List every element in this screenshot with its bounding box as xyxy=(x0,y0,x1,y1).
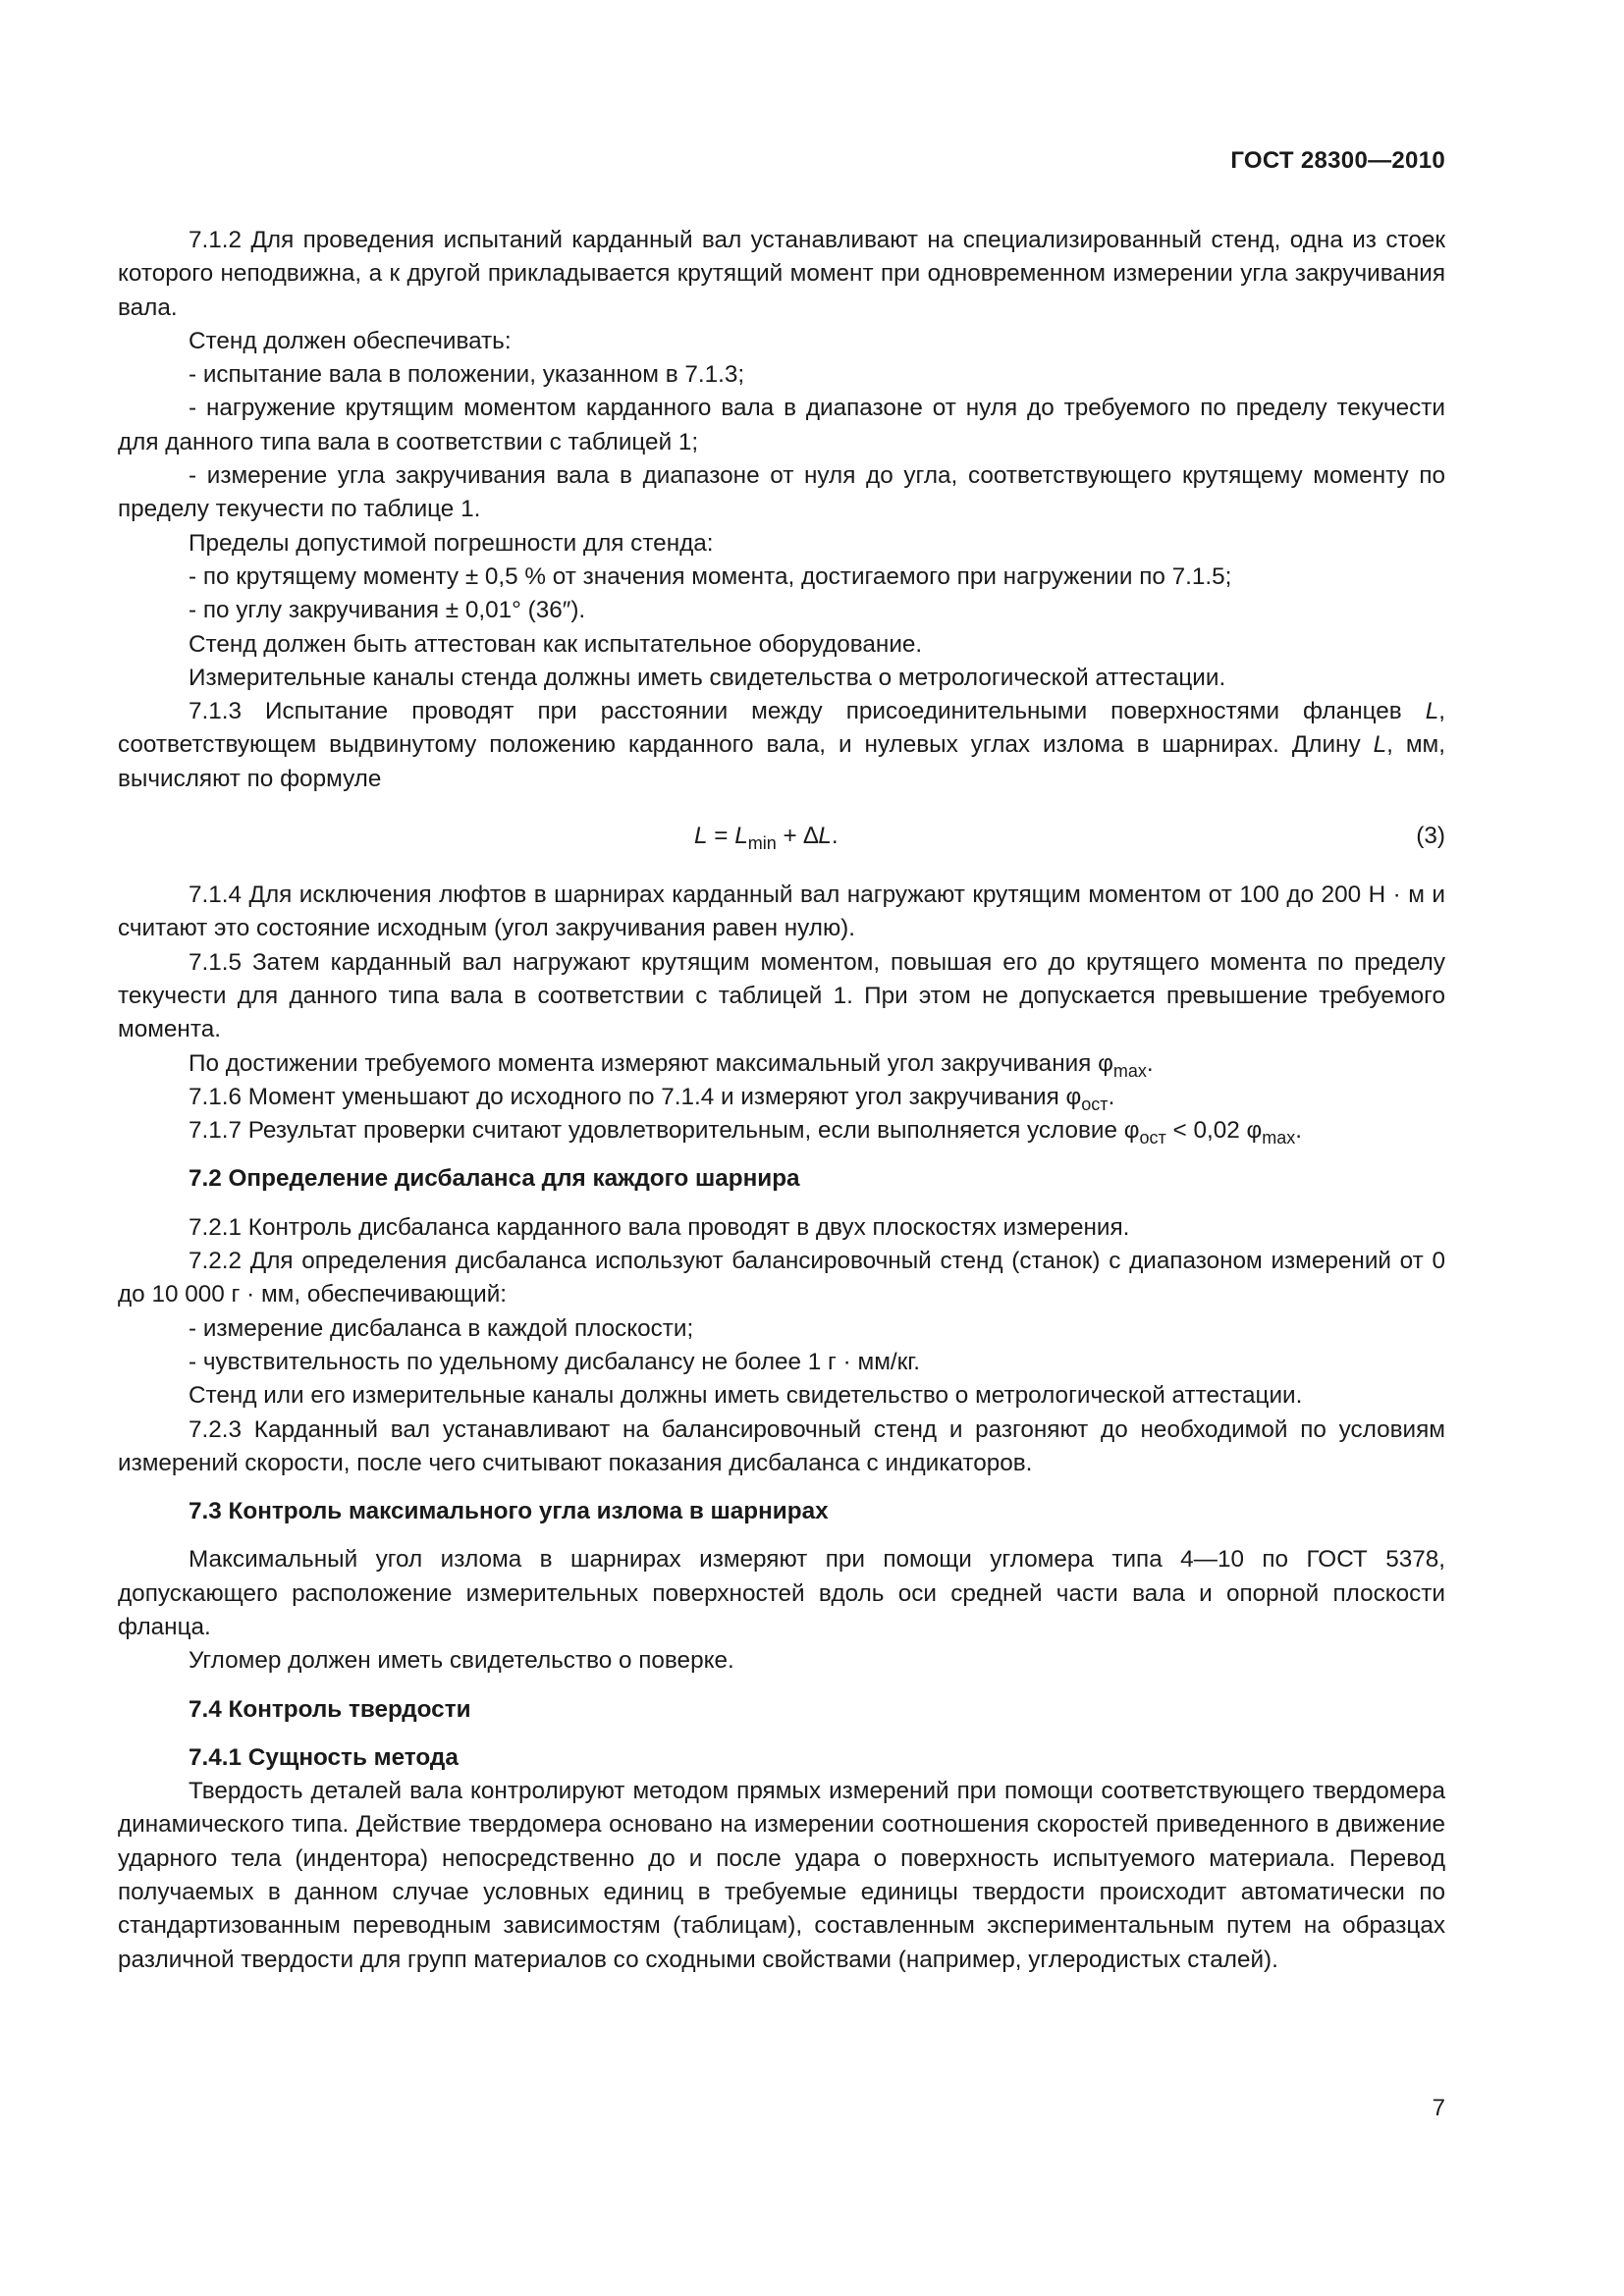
list-item: - по крутящему моменту ± 0,5 % от значения момента, достигаемого при нагружении по 7.1.5; xyxy=(189,562,1232,590)
paragraph-7-1-6: 7.1.6 Момент уменьшают до исходного по 7.1.4 и измеряют угол закручивания $\varphi_{ост}$. xyxy=(189,1083,1115,1114)
paragraph: Максимальный угол излома в шарнирах измеряют при помощи угломера типа 4—10 по ГОСТ 5378, допускающего расположение измерительных поверхностей вдоль оси средней части вала и опорной плоскости фланца. xyxy=(118,1546,1445,1640)
variable-L: L xyxy=(694,823,708,850)
paragraph-7-1-7: 7.1.7 Результат проверки считают удовлетворительным, если выполняется условие $\varphi_{ост} < 0,02$ $\varphi_{max}$. xyxy=(189,1117,1303,1148)
document-id: ГОСТ 28300—2010 xyxy=(1230,147,1445,174)
paragraph-7-1-5: 7.1.5 Затем карданный вал нагружают крутящим моментом, повышая его до крутящего момента по пределу текучести для данного типа вала в соответствии с таблицей 1. При этом не допускается превышение требуемого момента. xyxy=(118,948,1445,1043)
paragraph: Пределы допустимой погрешности для стенда: xyxy=(189,529,714,557)
equals-sign: = xyxy=(707,823,735,850)
text-run: 7.1.6 Момент уменьшают до исходного по 7.1.4 и измеряют угол закручивания φ xyxy=(189,1083,1082,1110)
variable-L: L xyxy=(818,823,832,850)
formula-3 xyxy=(118,820,1445,853)
paragraph: Твердость деталей вала контролируют методом прямых измерений при помощи соответствующего твердомера динамического типа. Действие твердомера основано на измерении соотношения скоростей приведенного в движение ударного тела (индентора) непосредственно до и после удара о поверхность испытуемого материала. Перевод получаемых в данном случае условных единиц в требуемые единицы твердости происходит автоматически по стандартизованным переводным зависимостям (таблицам), составленным экспериментальным путем на образцах различной твердости для групп материалов со сходными свойствами (например, углеродистых сталей). xyxy=(118,1778,1445,1973)
subscript: ост xyxy=(1139,1128,1166,1148)
list-item: - измерение угла закручивания вала в диапазоне от нуля до угла, соответствующего крутящему моменту по пределу текучести по таблице 1. xyxy=(118,462,1445,523)
variable-L: L xyxy=(1373,731,1387,759)
paragraph-7-1-3 xyxy=(118,695,1445,796)
paragraph: Стенд должен быть аттестован как испытательное оборудование. xyxy=(189,630,923,658)
formula-number: (3) xyxy=(1416,823,1445,850)
section-heading-7-3: 7.3 Контроль максимального угла излома в шарнирах xyxy=(189,1498,829,1525)
subscript: ост xyxy=(1081,1094,1109,1114)
list-item: - по углу закручивания ± 0,01° (36″). xyxy=(189,597,586,624)
paragraph-7-2-3: 7.2.3 Карданный вал устанавливают на балансировочный стенд и разгоняют до необходимой по условиям измерений скорости, после чего считывают показания дисбаланса с индикаторов. xyxy=(118,1415,1445,1476)
plus-delta: + ∆ xyxy=(776,823,819,850)
paragraph: Стенд или его измерительные каналы должны иметь свидетельство о метрологической аттестации. xyxy=(189,1382,1303,1410)
variable-L: L xyxy=(1425,698,1439,725)
paragraph: По достижении требуемого момента измеряют максимальный угол закручивания $\varphi_{max}$. xyxy=(189,1049,1154,1081)
paragraph: Измерительные каналы стенда должны иметь свидетельства о метрологической аттестации. xyxy=(189,664,1226,691)
paragraph-7-2-2: 7.2.2 Для определения дисбаланса используют балансировочный стенд (станок) с диапазоном измерений от 0 до 10 000 г · мм, обеспечивающий: xyxy=(118,1248,1445,1308)
paragraph: Стенд должен обеспечивать: xyxy=(189,327,512,354)
text-run: , мм, вычисляют по формуле xyxy=(118,731,1445,792)
paragraph-7-2-1: 7.2.1 Контроль дисбаланса карданного вала проводят в двух плоскостях измерения. xyxy=(189,1213,1130,1241)
text-run: 7.1.3 Испытание проводят при расстоянии между присоединительными поверхностями фланцев xyxy=(189,698,1426,725)
paragraph-7-1-2: 7.1.2 Для проведения испытаний карданный вал устанавливают на специализированный стенд, одна из стоек которого неподвижна, а к другой прикладывается крутящий момент при одновременном измерении угла закручивания вала. xyxy=(118,227,1445,321)
subscript: max xyxy=(1262,1128,1296,1148)
variable-L: L xyxy=(734,823,748,850)
text-run: , соответствующем выдвинутому положению карданного вала, и нулевых углах излома в шарнирах. Длину xyxy=(118,698,1445,759)
section-heading-7-4: 7.4 Контроль твердости xyxy=(189,1695,471,1723)
list-item: - нагружение крутящим моментом карданного вала в диапазоне от нуля до требуемого по пределу текучести для данного типа вала в соответствии с таблицей 1; xyxy=(118,395,1445,455)
page-number: 7 xyxy=(1432,2095,1445,2121)
period: . xyxy=(831,823,839,850)
section-heading-7-2: 7.2 Определение дисбаланса для каждого шарнира xyxy=(189,1165,800,1193)
text-run: По достижении требуемого момента измеряют максимальный угол закручивания φ xyxy=(189,1049,1113,1077)
formula-expression xyxy=(694,820,839,853)
text-run: < 0,02 φ xyxy=(1165,1117,1263,1145)
page-body xyxy=(118,224,1445,1977)
paragraph: Угломер должен иметь свидетельство о поверке. xyxy=(189,1647,734,1675)
text-run: 7.1.7 Результат проверки считают удовлетворительным, если выполняется условие φ xyxy=(189,1117,1140,1145)
subscript-min: min xyxy=(747,833,777,854)
list-item: - испытание вала в положении, указанном в 7.1.3; xyxy=(189,361,745,389)
subsection-heading-7-4-1: 7.4.1 Сущность метода xyxy=(189,1743,459,1771)
list-item: - измерение дисбаланса в каждой плоскости; xyxy=(189,1314,694,1342)
subscript: max xyxy=(1112,1060,1147,1081)
list-item: - чувствительность по удельному дисбалансу не более 1 г · мм/кг. xyxy=(189,1348,920,1375)
paragraph-7-1-4: 7.1.4 Для исключения люфтов в шарнирах карданный вал нагружают крутящим моментом от 100 до 200 Н · м и считают это состояние исходным (угол закручивания равен нулю). xyxy=(118,881,1445,942)
